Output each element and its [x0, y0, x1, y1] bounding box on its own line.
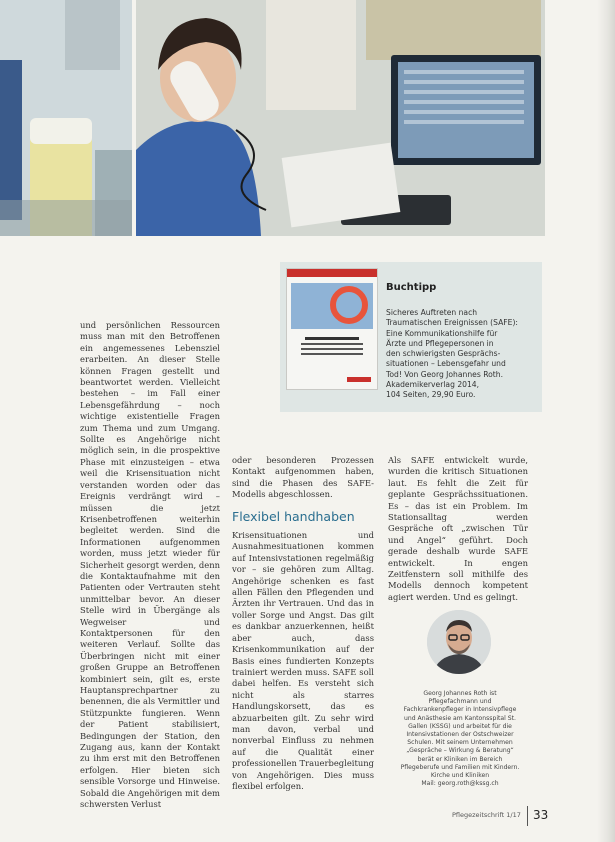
article-paragraph: oder besonderen Prozessen Kontakt aufgenommen haben, sind die Phasen des SAFE-Modells abgeschlossen.	[232, 455, 374, 500]
book-tip-description	[386, 308, 536, 401]
book-tip-heading: Buchtipp	[386, 282, 437, 293]
book-tip-line: Sicheres Auftreten nach	[386, 308, 478, 317]
author-bio	[398, 690, 522, 788]
page-number: 33	[533, 808, 549, 822]
book-tip-line: Tod! Von Georg Johannes Roth.	[386, 369, 503, 379]
author-bio-text: Georg Johannes Roth ist Pflegefachmann und Fachkrankenpfleger in Intensivpflege und Anästhesie am Kantonsspital St. Gallen (KSSG) und arbeitet für die Intensivstationen der Ostschweizer Schulen. Mit seinem Unternehmen „Gespräche – Wirkung & Beratung“ berät er Kliniken im Bereich Pflegeberufe und Familien mit Kindern.	[400, 690, 520, 771]
article-column-3	[388, 455, 528, 603]
photo-right-illustration	[136, 0, 545, 236]
footer-magazine-name: Pflegezeitschrift 1/17	[452, 811, 521, 819]
book-tip-line: situationen – Lebensgefahr und	[386, 359, 506, 369]
photo-left-illustration	[0, 0, 132, 236]
article-paragraph: Als SAFE entwickelt wurde, wurden die kritisch Situationen laut. Es fehlt die Zeit für geplante Gesprächssituationen. Es – das ist ein Problem. Im Stationsalltag werden Gespräche oft „zwischen Tür und Angel“ geführt. Doch gerade deshalb wurde SAFE entwickelt. In engen Zeitfenstern soll mithilfe des Modells dennoch kompetent agiert werden. Und es gelingt.	[388, 455, 528, 602]
book-tip-line: den schwierigsten Gesprächs-	[386, 349, 501, 359]
book-tip-line: Traumatischen Ereignissen (SAFE):	[386, 318, 518, 328]
author-bio-text: Kirche und Kliniken	[430, 772, 490, 780]
article-paragraph: Krisensituationen und Ausnahmesituationen kommen auf Intensivstationen regelmäßig vor – sie gehören zum Alltag. Angehörige schenken es fast allen Fällen den Pflegenden und Ärzten ihr Vertrauen. Und das in voller Sorge und Angst. Das gilt es dankbar anzuerkennen, heißt aber auch, dass Krisenkommunikation auf der Basis eines fundierten Konzepts trainiert werden muss. SAFE soll dabei helfen. Es versteht sich nicht als starres Handlungskorsett, das es abzuarbeiten gilt. Zu sehr wird man davon, verbal und nonverbal Einfluss zu nehmen auf die Qualität einer professionellen Trauerbegleitung von Angehörigen. Dies muss flexibel erfolgen.	[232, 530, 374, 791]
footer-divider	[527, 806, 528, 826]
photo-right-nurse-on-phone	[136, 0, 545, 236]
book-tip-line: Eine Kommunikationshilfe für	[386, 328, 498, 338]
author-email: Mail: georg.roth@kssg.ch	[421, 780, 499, 788]
article-paragraph: und persönlichen Ressourcen muss man mit den Betroffenen ein angemessenes Lebensziel erarbeiten. An dieser Stelle können Fragen gestellt und beantwortet werden. Vielleicht bestehen – im Fall einer Lebensgefährdung – noch wichtige existentielle Fragen zum Thema und zum Umgang. Sollte es Angehörige nicht möglich sein, in die prospektive Phase mit einzusteigen – etwa weil die Krisensituation nicht verstanden worden oder das Ereignis verdrängt wird – müssen die jetzt Krisenbetroffenen weiterhin begleitet werden. Sind die Informationen aufgenommen worden, muss jetzt wieder für Sicherheit gesorgt werden, denn die Kontaktaufnahme mit den Patienten oder Vertrauten steht unmittelbar bevor. An dieser Stelle wird in Übergänge als Wegweiser und Kontaktpersonen für den weiteren Verlauf. Sollte das Überbringen nicht mit einer großen Gruppe an Betroffenen kombiniert sein, gilt es, erste Hauptansprechpartner zu benennen, die als Vermittler und Stützpunkte fungieren. Wenn der Patient stabilisiert, Bedingungen der Station, den Zugang aus, kann der Kontakt zu ihm erst mit den Betroffenen erfolgen. Hier bieten sich sensible Vorsorge und Hinweise. Sobald die Angehörigen mit dem schwersten Verlust	[80, 320, 220, 810]
book-tip-line: 104 Seiten, 29,90 Euro.	[386, 390, 476, 400]
book-tip-line: Akademikerverlag 2014,	[386, 380, 480, 390]
book-cover-image	[286, 268, 378, 390]
article-column-1	[80, 320, 220, 810]
author-portrait-illustration	[427, 610, 491, 674]
book-tip-box	[280, 262, 542, 412]
book-tip-line: Ärzte und Pflegepersonen in	[386, 338, 494, 348]
author-portrait	[427, 610, 491, 674]
page-edge-shadow	[597, 0, 615, 842]
book-cover-illustration	[287, 269, 377, 389]
section-subheading: Flexibel handhaben	[232, 508, 355, 524]
photo-left-medication-cart	[0, 0, 132, 236]
article-column-2	[232, 455, 374, 792]
